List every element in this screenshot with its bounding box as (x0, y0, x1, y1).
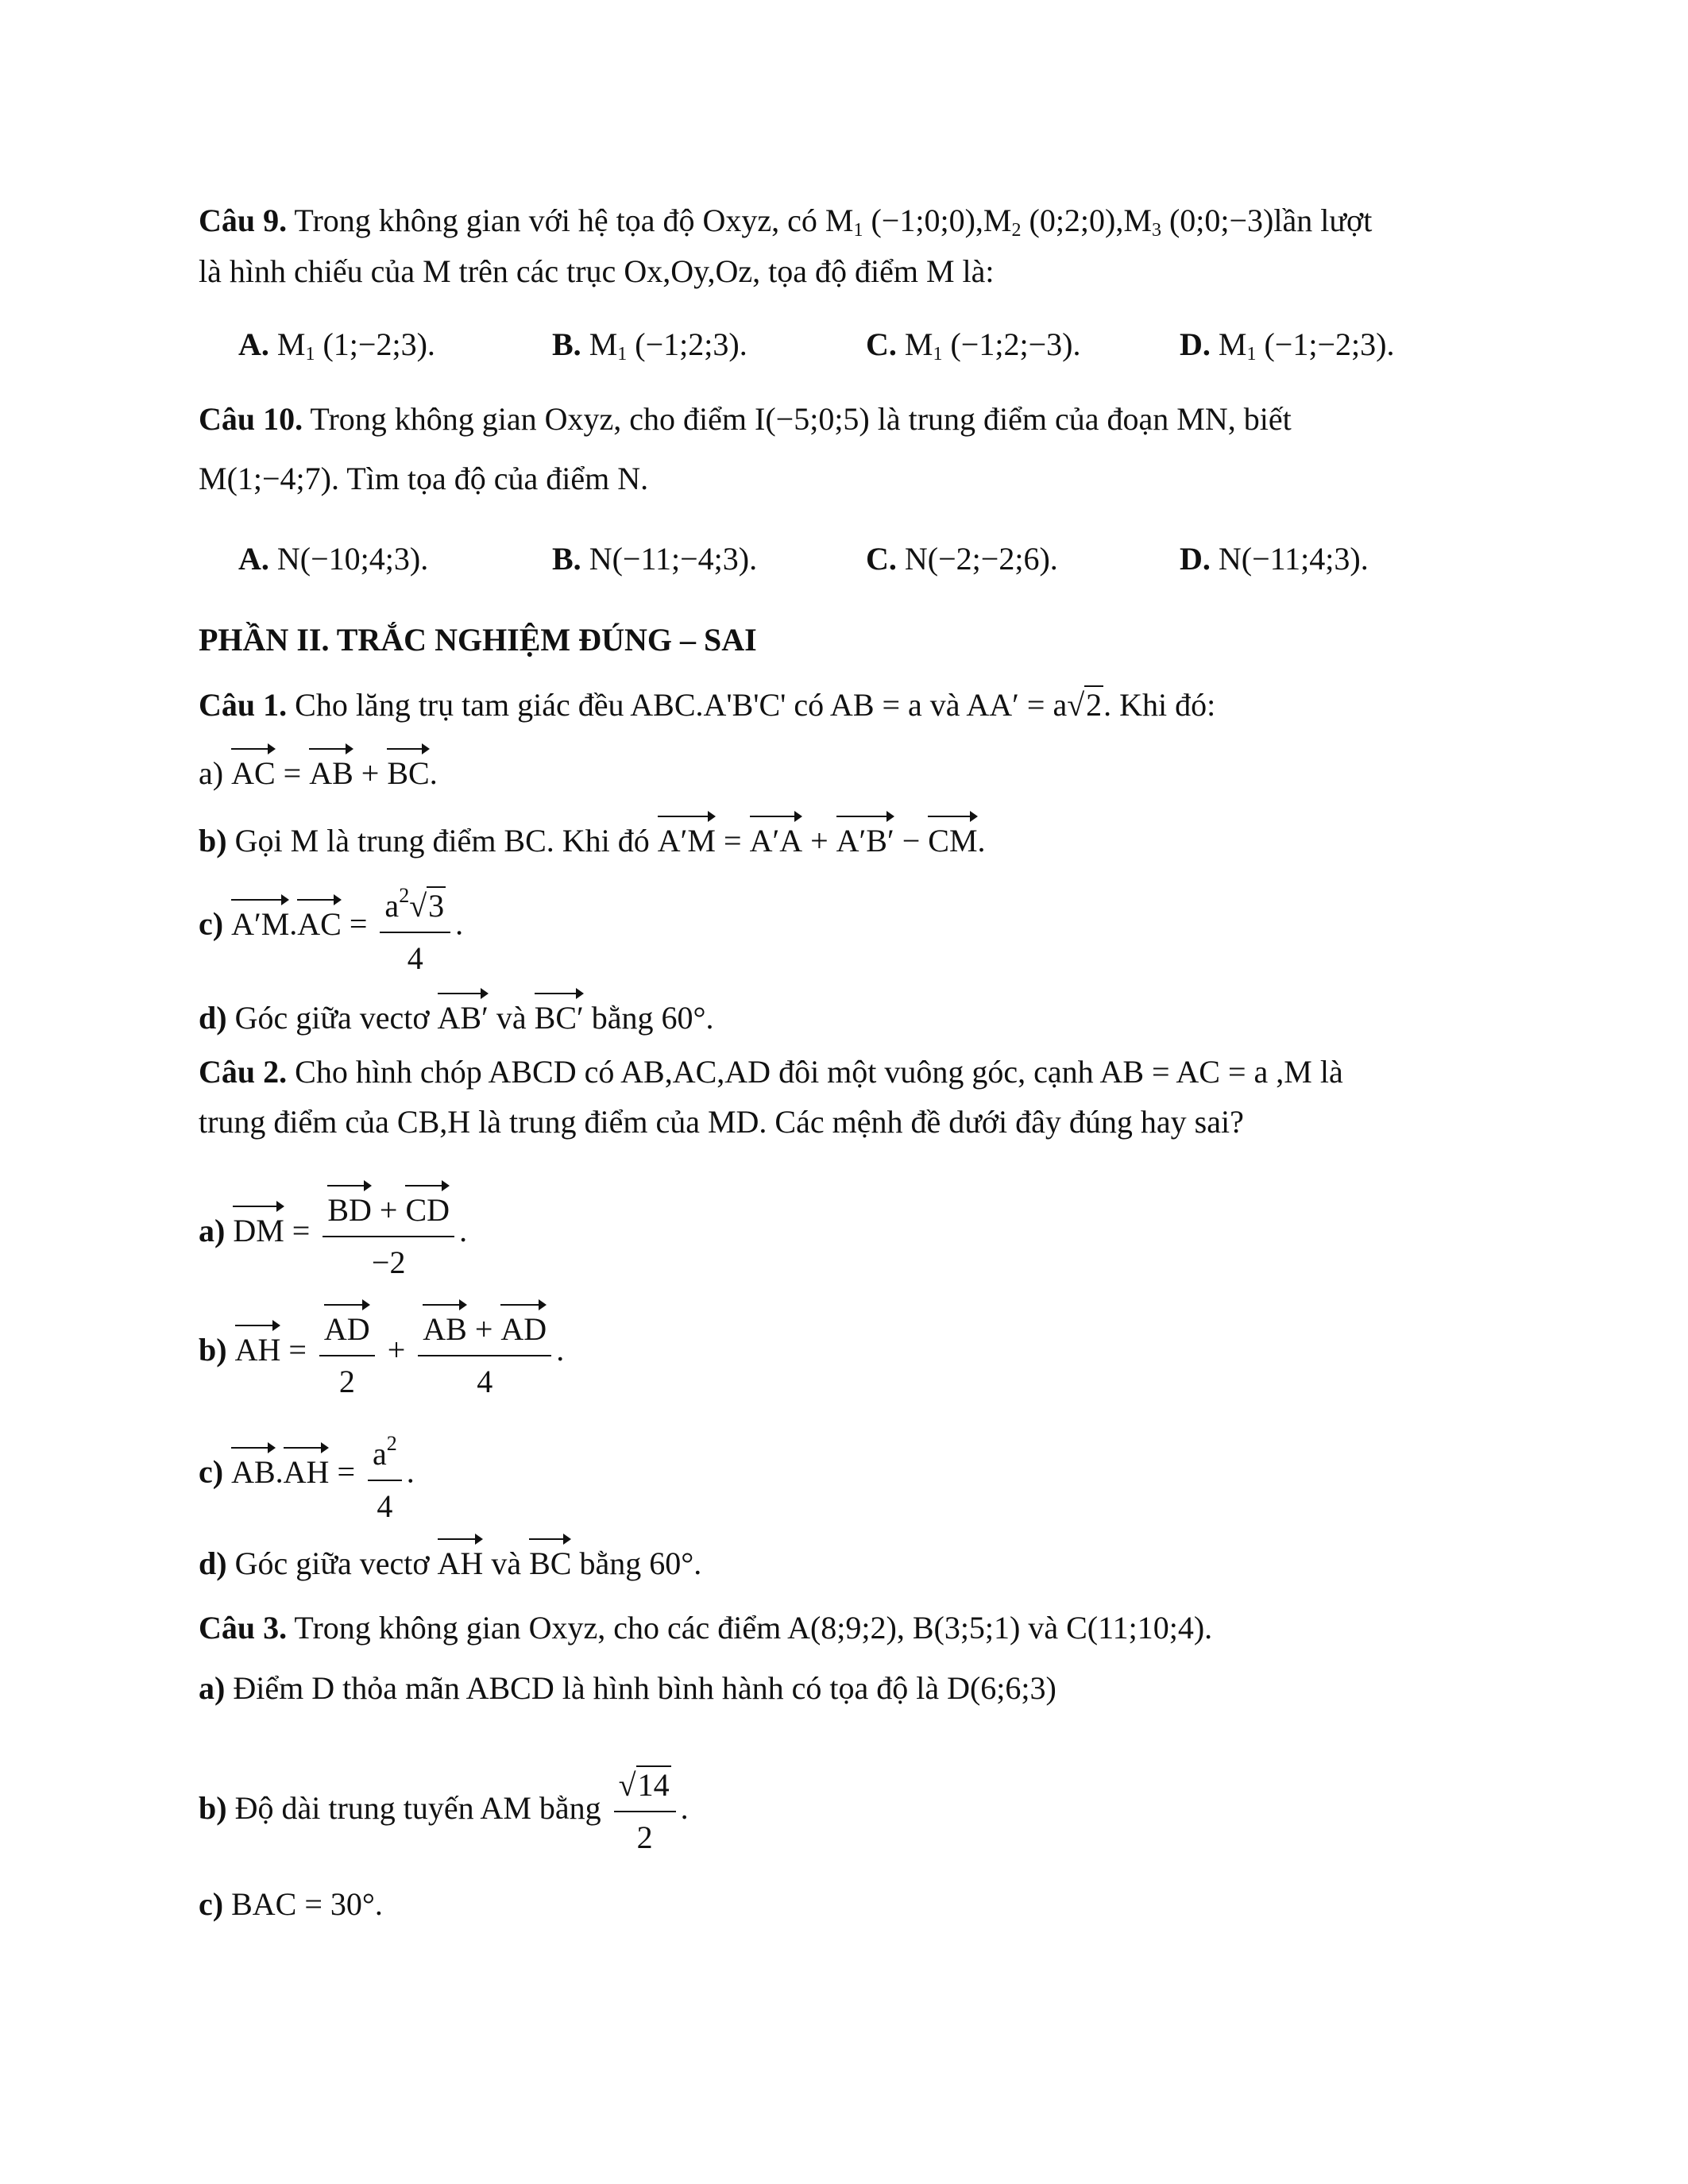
fraction (418, 1302, 551, 1404)
stmt-label: b) (199, 1790, 227, 1827)
op: . (459, 1213, 468, 1249)
p2q1-a (199, 747, 438, 796)
q9-text2: lần lượt (1273, 203, 1373, 238)
q9-line1: Câu 9. Trong không gian với hệ tọa độ Oxyz, có $M_1$ $(-1;0;0),M_2$ $(0;2;0),M_3$ (0;0;−3)lần lượt (199, 203, 1373, 241)
num-sqrt: 3 (428, 888, 445, 924)
p2q1-tail: . Khi đó: (1103, 687, 1216, 723)
option-text: N(−11;4;3). (1218, 541, 1369, 577)
stmt-text: Điểm D thỏa mãn ABCD là hình bình hành có tọa độ là D(6;6;3) (225, 1670, 1056, 1706)
q10-option-d[interactable] (1180, 537, 1493, 581)
option-label: A. (238, 541, 269, 577)
option-prefix: M (904, 326, 933, 362)
q9-label: Câu 9. (199, 203, 288, 238)
vector: AH (235, 1323, 281, 1372)
option-text: N(−2;−2;6). (904, 541, 1058, 577)
q9-option-d[interactable] (1180, 322, 1493, 376)
vector: BC (387, 747, 429, 796)
op: + (466, 1311, 501, 1347)
op: + (802, 823, 836, 859)
p2q1-c (199, 874, 463, 981)
fraction (368, 1422, 402, 1529)
op: − (894, 823, 929, 859)
option-text: N(−11;−4;3). (589, 541, 758, 577)
stmt-label: d) (199, 1545, 227, 1581)
stmt-label: b) (199, 823, 227, 859)
op: . (680, 1790, 689, 1827)
p2q3-a (199, 1666, 1056, 1711)
vector: AB (231, 1445, 276, 1495)
q9-m2: M (983, 203, 1012, 238)
stmt-text: Độ dài trung tuyến AM bằng (226, 1790, 609, 1827)
vector: A′M (231, 897, 289, 947)
q9-text1: Trong không gian với hệ tọa độ Oxyz, có M (287, 203, 854, 238)
vector: CD (405, 1183, 450, 1233)
vector: AB (423, 1302, 467, 1352)
option-label: C. (866, 326, 897, 362)
option-label: C. (866, 541, 897, 577)
fraction: $\frac{a^2√3}{4}$ (380, 874, 450, 981)
num-a: a (373, 1436, 387, 1472)
op: = (329, 1453, 363, 1490)
op: . (406, 1453, 415, 1490)
sqrt-symbol: √2 (1067, 687, 1103, 723)
vector: CM (928, 814, 977, 863)
p2q2-d (199, 1537, 701, 1586)
q10-line1 (199, 397, 1292, 442)
denominator: 2 (338, 1364, 355, 1399)
vector: DM (233, 1204, 284, 1253)
stmt-text: bằng 60°. (571, 1545, 702, 1581)
option-text: N(−10;4;3). (276, 541, 429, 577)
option-label: D. (1180, 326, 1211, 362)
vector: BC′ (535, 991, 584, 1040)
denominator: 4 (477, 1364, 493, 1399)
option-prefix: M (589, 326, 618, 362)
op: = (280, 1332, 315, 1368)
op: = (341, 905, 376, 942)
sqrt-value: 2 (1086, 687, 1103, 723)
q10-option-b[interactable] (552, 537, 866, 581)
q10-text1: Trong không gian Oxyz, cho điểm I(−5;0;5) là trung điểm của đoạn MN, biết (303, 401, 1292, 437)
p2q3-b (199, 1763, 689, 1860)
q10-label: Câu 10. (199, 401, 303, 437)
num-sqrt: 14 (637, 1767, 670, 1803)
num-sup: 2 (386, 1432, 397, 1455)
vector: BD (327, 1183, 372, 1233)
q10-line2: M(1;−4;7). Tìm tọa độ của điểm N. (199, 461, 649, 496)
q10-options (199, 537, 1493, 581)
fraction (319, 1302, 375, 1404)
vector: A′A (750, 814, 803, 863)
denominator: −2 (371, 1244, 406, 1280)
option-sub: 1 (617, 344, 628, 365)
fraction (323, 1183, 454, 1285)
q9-m3-args: (0;0;−3) (1168, 203, 1274, 238)
op: = (716, 823, 750, 859)
stmt-text: và (488, 1000, 535, 1036)
op: + (379, 1332, 414, 1368)
q9-m3: M (1123, 203, 1152, 238)
q9-m2-args: (0;2;0), (1029, 203, 1124, 238)
op: = (284, 1213, 319, 1249)
p2q2-label: Câu 2. (199, 1054, 288, 1090)
q9-options (199, 322, 1493, 376)
p2q1-text: Cho lăng trụ tam giác đều ABC.A'B'C' có AB = a và AA′ = a (287, 687, 1068, 723)
op: . (977, 823, 986, 859)
denominator: 2 (636, 1819, 653, 1855)
stmt-text: và (483, 1545, 530, 1581)
p2q3-c (199, 1882, 383, 1927)
q10-option-a[interactable] (238, 537, 552, 581)
stmt-label: c) (199, 1453, 224, 1490)
vector: AC (297, 897, 342, 947)
option-sub: 1 (933, 344, 943, 365)
q10-option-c[interactable] (866, 537, 1180, 581)
q9-m1-args: (−1;0;0), (871, 203, 983, 238)
q9-line2: là hình chiếu của M trên các trục Ox,Oy,Oz, tọa độ điểm M là: (199, 253, 995, 289)
vector: A′M (658, 814, 716, 863)
option-text: (−1;2;3). (635, 326, 747, 362)
stmt-text: Góc giữa vectơ (226, 1000, 438, 1036)
stmt-text: BAC = 30°. (223, 1886, 383, 1922)
num-sup: 2 (399, 884, 410, 907)
p2q2-a (199, 1183, 467, 1285)
stmt-label: b) (199, 1332, 227, 1368)
option-text: (1;−2;3). (323, 326, 435, 362)
option-text: (−1;2;−3). (950, 326, 1081, 362)
op: + (371, 1192, 406, 1228)
vector: A′B′ (836, 814, 894, 863)
p2q1-label: Câu 1. (199, 687, 288, 723)
stmt-label: d) (199, 1000, 227, 1036)
p2q3-line1 (199, 1606, 1212, 1650)
vector: AH (438, 1537, 484, 1586)
stmt-label: a) (199, 755, 224, 791)
vector: AC (231, 747, 276, 796)
op: . (455, 905, 464, 942)
option-sub: 1 (1246, 344, 1257, 365)
vector: BC (529, 1537, 571, 1586)
option-label: B. (552, 541, 581, 577)
option-prefix: M (1218, 326, 1247, 362)
p2q2-c (199, 1422, 415, 1529)
p2q3-text1: Trong không gian Oxyz, cho các điểm A(8;9;2), B(3;5;1) và C(11;10;4). (287, 1610, 1213, 1646)
stmt-label: c) (199, 905, 224, 942)
p2q2-line1 (199, 1050, 1343, 1094)
option-label: A. (238, 326, 269, 362)
p2q1-b (199, 814, 986, 863)
stmt-label: c) (199, 1886, 224, 1922)
q9-option-c[interactable] (866, 322, 1180, 376)
part2-heading: PHẦN II. TRẮC NGHIỆM ĐÚNG – SAI (199, 622, 757, 658)
vector: AD (324, 1302, 370, 1352)
stmt-label: a) (199, 1670, 226, 1706)
stmt-text: Gọi M là trung điểm BC. Khi đó (226, 823, 658, 859)
vector: AH (284, 1445, 330, 1495)
option-sub: 1 (305, 344, 315, 365)
option-label: D. (1180, 541, 1211, 577)
op: . (289, 905, 298, 942)
p2q1-line1 (199, 683, 1215, 727)
op: . (275, 1453, 284, 1490)
p2q3-label: Câu 3. (199, 1610, 288, 1646)
p2q2-line2: trung điểm của CB,H là trung điểm của MD. Các mệnh đề dưới đây đúng hay sai? (199, 1104, 1244, 1140)
option-text: (−1;−2;3). (1264, 326, 1395, 362)
denominator: 4 (377, 1488, 393, 1524)
op: . (556, 1332, 565, 1368)
vector: AB (309, 747, 353, 796)
op: = (275, 755, 310, 791)
denominator: 4 (407, 940, 423, 976)
p2q1-d (199, 991, 714, 1040)
stmt-label: a) (199, 1213, 226, 1249)
stmt-text: Góc giữa vectơ (226, 1545, 438, 1581)
vector: AB′ (438, 991, 489, 1040)
op: . (429, 755, 438, 791)
num-a: a (384, 888, 400, 924)
p2q2-text1: Cho hình chóp ABCD có AB,AC,AD đôi một vuông góc, cạnh AB = AC = a ,M là (287, 1054, 1343, 1090)
vector: AD (500, 1302, 547, 1352)
fraction: $\frac{√14}{2}$ (614, 1763, 676, 1860)
p2q2-b (199, 1302, 564, 1404)
op: + (353, 755, 388, 791)
q9-option-b[interactable] (552, 322, 866, 376)
q9-option-a[interactable] (238, 322, 552, 376)
stmt-text: bằng 60°. (583, 1000, 714, 1036)
option-label: B. (552, 326, 581, 362)
option-prefix: M (276, 326, 306, 362)
